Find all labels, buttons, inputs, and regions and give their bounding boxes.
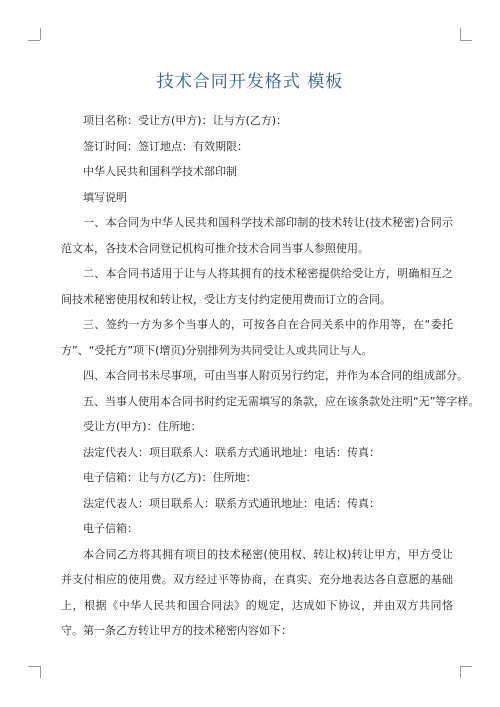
paragraph-instruction-1: 一、本合同为中华人民共和国科学技术部印制的技术转让(技术秘密)合同示范文本，各技术合同登记机构可推介技术合同当事人参照使用。 <box>61 216 453 255</box>
crop-mark-bottom-left <box>40 666 41 678</box>
crop-mark-top-right <box>460 40 472 41</box>
crop-mark-top-right <box>460 28 461 40</box>
document-title: 技术合同开发格式 模板 <box>156 72 344 92</box>
crop-mark-bottom-right <box>460 666 461 678</box>
document-body <box>61 108 480 644</box>
paragraph-project-info: 项目名称：受让方(甲方)：让与方(乙方)： <box>83 114 288 127</box>
crop-mark-top-left <box>28 40 40 41</box>
crop-mark-bottom-left <box>28 666 40 667</box>
paragraph-issuer: 中华人民共和国科学技术部印制 <box>83 165 237 178</box>
crop-mark-top-left <box>40 28 41 40</box>
paragraph-party-a: 受让方(甲方)：住所地： <box>83 420 202 433</box>
paragraph-instruction-5: 五、当事人使用本合同书时约定无需填写的条款，应在该条款处注明“无”等字样。 <box>83 394 480 408</box>
paragraph-party-b-contacts: 法定代表人：项目联系人：联系方式通讯地址：电话：传真： <box>83 496 380 510</box>
paragraph-party-a-contacts: 法定代表人：项目联系人：联系方式通讯地址：电话：传真： <box>83 445 380 459</box>
paragraph-party-b: 电子信箱：让与方(乙方)：住所地： <box>83 471 257 484</box>
paragraph-instruction-3: 三、签约一方为多个当事人的，可按各自在合同关系中的作用等，在“委托方”、“受托方”项下(增页)分别排列为共同受让人或共同让与人。 <box>61 318 453 357</box>
paragraph-signing-info: 签订时间：签订地点：有效期限： <box>83 139 248 153</box>
paragraph-agreement-body: 本合同乙方将其拥有项目的技术秘密(使用权、转让权)转让甲方，甲方受让并支付相应的使用费。双方经过平等协商，在真实、充分地表达各自意愿的基础上，根据《中华人民共和国合同法》的规定，达成如下协议，并由双方共同恪守。第一条乙方转让甲方的技术秘密内容如下： <box>61 547 453 637</box>
paragraph-email: 电子信箱： <box>83 522 138 535</box>
paragraph-instruction-4: 四、本合同书未尽事项，可由当事人附页另行约定，并作为本合同的组成部分。 <box>83 369 468 382</box>
paragraph-instruction-2: 二、本合同书适用于让与人将其拥有的技术秘密提供给受让方，明确相互之间技术秘密使用权和转让权，受让方支付约定使用费而订立的合同。 <box>61 267 453 306</box>
paragraph-instructions-heading: 填写说明 <box>83 190 127 204</box>
crop-mark-bottom-right <box>460 666 472 667</box>
